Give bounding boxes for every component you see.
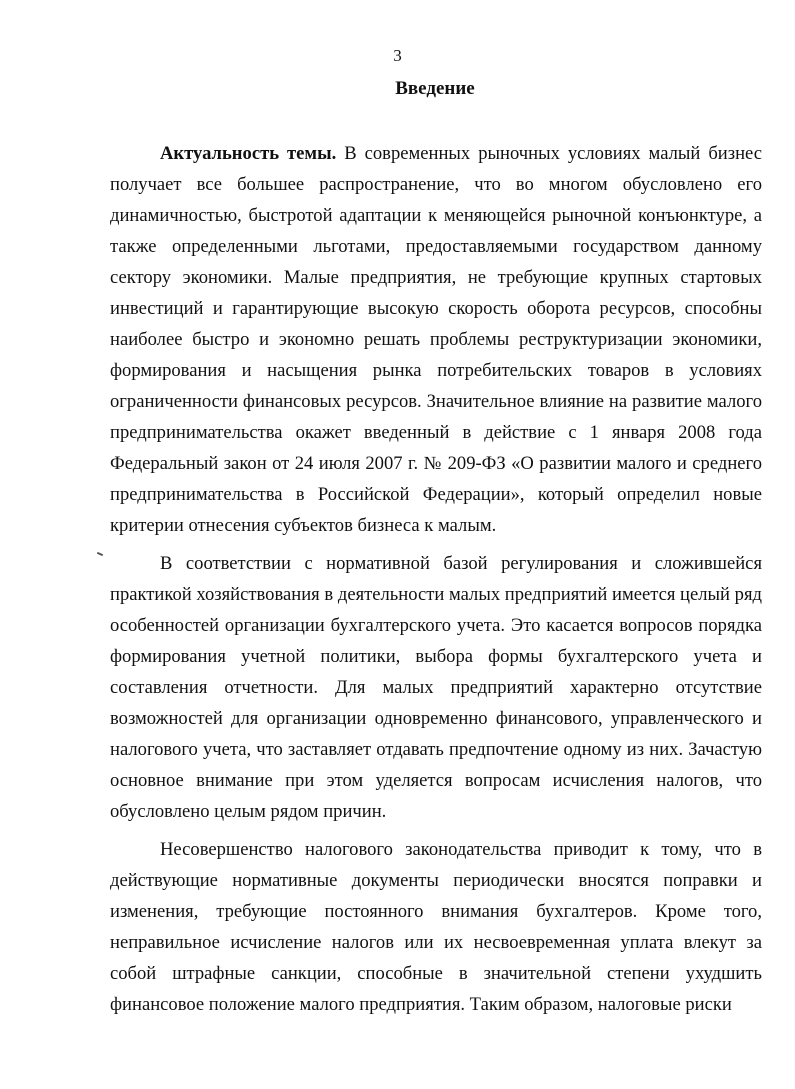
- body-text: [110, 138, 762, 1020]
- paragraph-accounting-features: В соответствии с нормативной базой регулирования и сложившейся практикой хозяйствования в деятельности малых предприятий имеется целый ряд особенностей организации бухгалтерского учета. Это касается вопросов порядка формирования учетной политики, выбора формы бухгалтерского учета и составления отчетности. Для малых предприятий характерно отсутствие возможностей для организации одновременно финансового, управленческого и налогового учета, что заставляет отдавать предпочтение одному из них. Зачастую основное внимание при этом уделяется вопросам исчисления налогов, что обусловлено целым рядом причин.: [110, 553, 762, 822]
- scan-mark: [97, 552, 103, 556]
- paragraph-lead: Актуальность темы.: [160, 143, 337, 164]
- section-title: Введение: [395, 78, 475, 99]
- page-number: 3: [393, 46, 402, 65]
- paragraph-relevance: [110, 138, 762, 541]
- paragraph-tax-legislation: Несовершенство налогового законодательства приводит к тому, что в действующие нормативные документы периодически вносятся поправки и изменения, требующие постоянного внимания бухгалтеров. Кроме того, неправильное исчисление налогов или их несвоевременная уплата влекут за собой штрафные санкции, способные в значительной степени ухудшить финансовое положение малого предприятия. Таким образом, налоговые риски: [110, 839, 762, 1015]
- paragraph-text: В современных рыночных условиях малый бизнес получает все большее распространение, что во многом обусловлено его динамичностью, быстротой адаптации к меняющейся рыночной конъюнктуре, а также определенными льготами, предоставляемыми государством данному сектору экономики. Малые предприятия, не требующие крупных стартовых инвестиций и гарантирующие высокую скорость оборота ресурсов, способны наиболее быстро и экономно решать проблемы реструктуризации экономики, формирования и насыщения рынка потребительских товаров в условиях ограниченности финансовых ресурсов. Значительное влияние на развитие малого предпринимательства окажет введенный в действие с 1 января 2008 года Федеральный закон от 24 июля 2007 г. № 209-ФЗ «О развитии малого и среднего предпринимательства в Российской Федерации», который определил новые критерии отнесения субъектов бизнеса к малым.: [110, 143, 762, 536]
